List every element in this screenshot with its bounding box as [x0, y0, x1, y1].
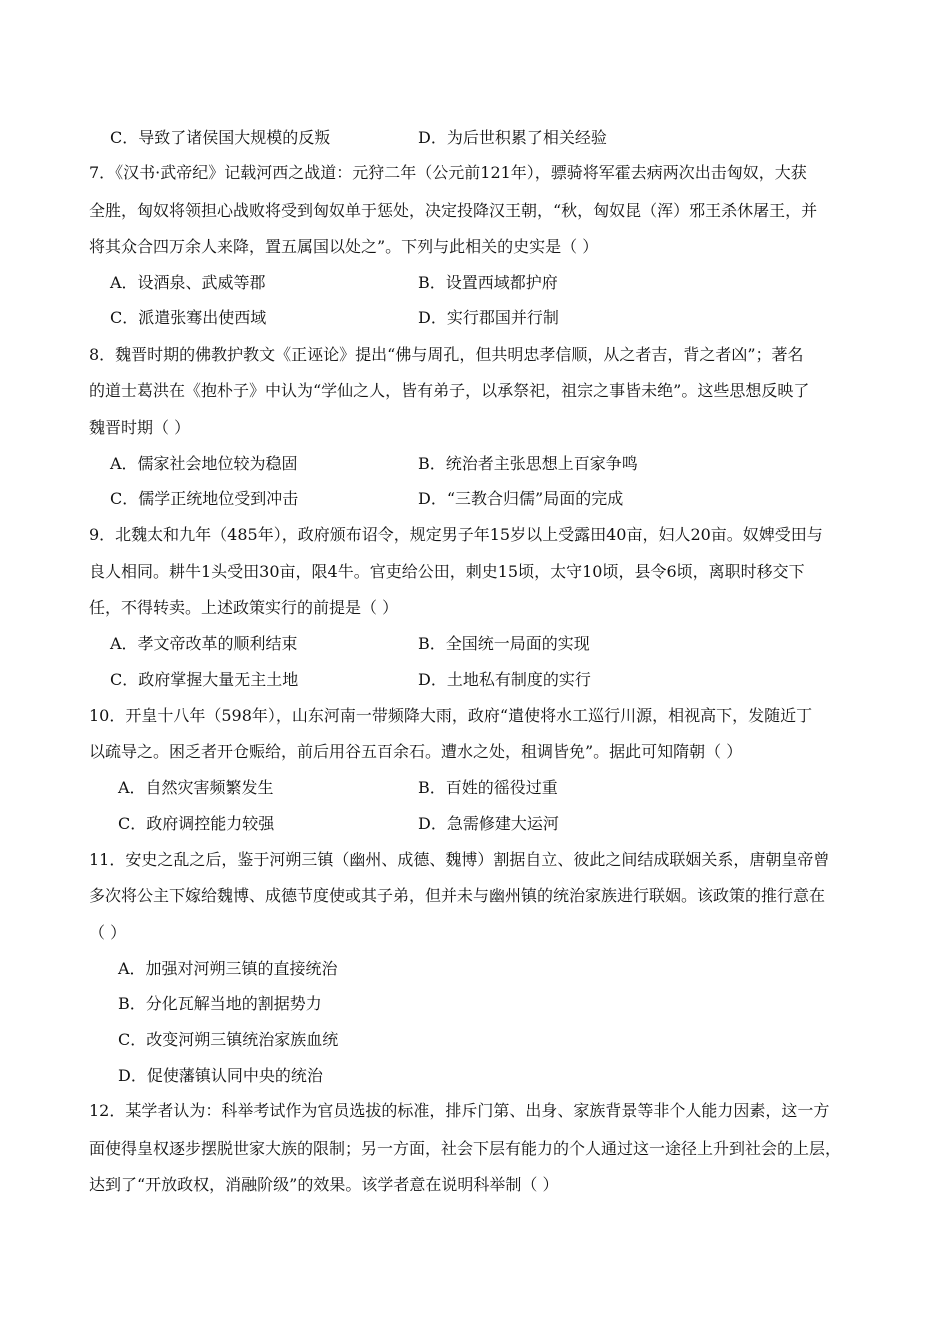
- q12-stem-line-3: 达到了“开放政权，消融阶级”的效果。该学者意在说明科举制（ ）: [89, 1175, 559, 1194]
- q7-stem-line-1: 7．《汉书·武帝纪》记载河西之战道：元狩二年（公元前121年），骠骑将军霍去病两次出击匈奴，大获: [89, 163, 807, 182]
- q10-stem-line-1: 10．开皇十八年（598年），山东河南一带频降大雨，政府“遣使将水工巡行川源，相视高下，发随近丁: [89, 706, 813, 725]
- q6-option-c[interactable]: C．导致了诸侯国大规模的反叛: [110, 128, 331, 147]
- q8-stem-line-1: 8．魏晋时期的佛教护教文《正诬论》提出“佛与周孔，但共明忠孝信顺，从之者吉，背之者凶”；著名: [89, 345, 804, 364]
- q8-option-d[interactable]: D．“三教合归儒”局面的完成: [418, 489, 624, 508]
- q11-option-d[interactable]: D．促使藩镇认同中央的统治: [118, 1066, 323, 1085]
- q9-stem-line-3: 任，不得转卖。上述政策实行的前提是（ ）: [89, 598, 399, 617]
- q8-option-b[interactable]: B．统治者主张思想上百家争鸣: [418, 454, 638, 473]
- q6-option-d[interactable]: D．为后世积累了相关经验: [418, 128, 607, 147]
- q8-option-c[interactable]: C．儒学正统地位受到冲击: [110, 489, 299, 508]
- q9-option-a[interactable]: A．孝文帝改革的顺利结束: [110, 634, 298, 653]
- q11-stem-line-2: 多次将公主下嫁给魏博、成德节度使或其子弟，但并未与幽州镇的统治家族进行联姻。该政策的推行意在: [89, 886, 826, 905]
- q10-option-a[interactable]: A．自然灾害频繁发生: [118, 778, 274, 797]
- q10-option-c[interactable]: C．政府调控能力较强: [118, 814, 275, 833]
- q11-stem-line-3: （ ）: [89, 923, 127, 942]
- q9-option-b[interactable]: B．全国统一局面的实现: [418, 634, 590, 653]
- q12-stem-line-1: 12．某学者认为：科举考试作为官员选拔的标准，排斥门第、出身、家族背景等非个人能力因素，这一方: [89, 1101, 830, 1120]
- q11-option-b[interactable]: B．分化瓦解当地的割据势力: [118, 994, 322, 1013]
- q7-option-c[interactable]: C．派遣张骞出使西域: [110, 308, 267, 327]
- q9-option-d[interactable]: D．土地私有制度的实行: [418, 670, 591, 689]
- q9-stem-line-1: 9．北魏太和九年（485年），政府颁布诏令，规定男子年15岁以上受露田40亩，妇人20亩。奴婢受田与: [89, 525, 823, 544]
- q9-stem-line-2: 良人相同。耕牛1头受田30亩，限4牛。官吏给公田，刺史15顷，太守10顷，县令6顷，离职时移交下: [89, 562, 805, 581]
- q8-option-a[interactable]: A．儒家社会地位较为稳固: [110, 454, 298, 473]
- q10-option-b[interactable]: B．百姓的徭役过重: [418, 778, 558, 797]
- q8-stem-line-3: 魏晋时期（ ）: [89, 418, 191, 437]
- q11-stem-line-1: 11．安史之乱之后，鉴于河朔三镇（幽州、成德、魏博）割据自立、彼此之间结成联姻关系，唐朝皇帝曾: [89, 850, 830, 869]
- q7-option-a[interactable]: A．设酒泉、武威等郡: [110, 273, 266, 292]
- q9-option-c[interactable]: C．政府掌握大量无主土地: [110, 670, 299, 689]
- q12-stem-line-2: 面使得皇权逐步摆脱世家大族的限制；另一方面，社会下层有能力的个人通过这一途径上升到社会的上层，: [89, 1139, 842, 1158]
- q8-stem-line-2: 的道士葛洪在《抱朴子》中认为“学仙之人，皆有弟子，以承祭祀，祖宗之事皆未绝”。这些思想反映了: [89, 381, 810, 400]
- q7-stem-line-3: 将其众合四万余人来降，置五属国以处之”。下列与此相关的史实是（ ）: [89, 237, 599, 256]
- q7-stem-line-2: 全胜，匈奴将领担心战败将受到匈奴单于惩处，决定投降汉王朝，“秋，匈奴昆（浑）邪王杀休屠王，并: [89, 201, 818, 220]
- q11-option-c[interactable]: C．改变河朔三镇统治家族血统: [118, 1030, 339, 1049]
- q10-option-d[interactable]: D．急需修建大运河: [418, 814, 559, 833]
- q11-option-a[interactable]: A．加强对河朔三镇的直接统治: [118, 959, 338, 978]
- q7-option-d[interactable]: D．实行郡国并行制: [418, 308, 559, 327]
- q7-option-b[interactable]: B．设置西域都护府: [418, 273, 558, 292]
- q10-stem-line-2: 以疏导之。困乏者开仓赈给，前后用谷五百余石。遭水之处，租调皆免”。据此可知隋朝（ ）: [89, 742, 743, 761]
